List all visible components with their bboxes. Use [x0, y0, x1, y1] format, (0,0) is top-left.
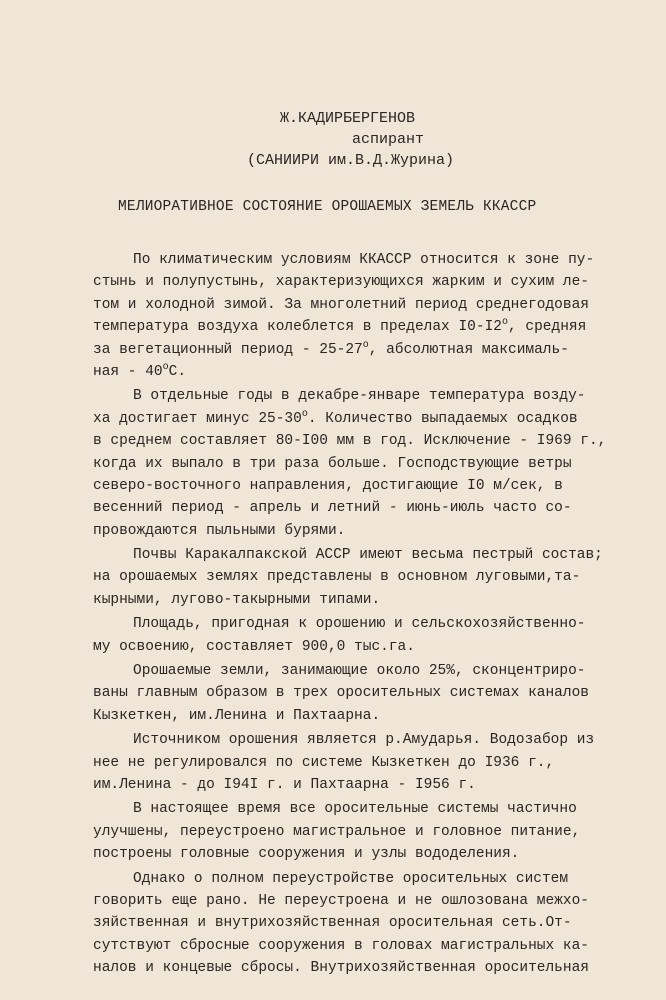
- text-line-main: когда их выпало в три раза больше. Господствующие ветры: [93, 455, 572, 472]
- text-line: [93, 361, 593, 383]
- text-line-main: Кызкеткен, им.Ленина и Пахтаарна.: [93, 707, 381, 724]
- text-line: [93, 475, 593, 497]
- degree-superscript: o: [162, 362, 169, 374]
- text-line-main: налов и концевые сбросы. Внутрихозяйственная оросительная: [93, 960, 589, 977]
- text-line-main: том и холодной зимой. За многолетний период среднегодовая: [93, 296, 589, 313]
- text-line: [93, 566, 593, 588]
- text-line-main: говорить еще рано. Не переустроена и не ошлозована межхо-: [93, 892, 589, 909]
- author-institution: (САНИИРИ им.В.Д.Журина): [247, 152, 455, 169]
- text-line: [93, 935, 593, 957]
- degree-superscript: o: [501, 317, 508, 329]
- text-line-main: Почвы Каракалпакской АССР имеют весьма пестрый состав;: [133, 547, 603, 564]
- text-line-main: провождаются пыльными бурями.: [93, 522, 346, 539]
- text-line: [93, 385, 593, 407]
- text-line: [93, 408, 593, 430]
- text-line: [93, 843, 593, 865]
- text-line: [93, 821, 593, 843]
- text-line-main: В отдельные годы в декабре-январе температура возду-: [133, 388, 586, 405]
- text-line-main: Однако о полном переустройстве оросительных систем: [133, 870, 569, 887]
- text-line-main: му освоению, составляет 900,0 тыс.га.: [93, 638, 415, 655]
- text-line-tail: С.: [168, 363, 187, 380]
- degree-superscript: o: [301, 408, 308, 420]
- text-line: [93, 339, 593, 361]
- text-line: [93, 752, 593, 774]
- degree-superscript: o: [362, 339, 369, 351]
- text-line: [93, 316, 593, 338]
- text-line-main: Орошаемые земли, занимающие около 25%, сконцентриро-: [133, 663, 586, 680]
- text-line-main: По климатическим условиям ККАССР относится к зоне пу-: [133, 252, 595, 268]
- body-text: [93, 247, 607, 980]
- text-line-main: кырными, лугово-такырными типами.: [93, 591, 381, 608]
- text-line: [93, 660, 593, 682]
- text-line: [93, 705, 593, 727]
- text-line: [93, 912, 593, 934]
- text-line-main: на орошаемых землях представлены в основном луговыми,та-: [93, 569, 581, 586]
- text-line: [93, 497, 593, 519]
- author-position: аспирант: [352, 131, 425, 148]
- text-line: [93, 890, 593, 912]
- text-line: [93, 798, 593, 820]
- text-line: [93, 544, 603, 566]
- text-line-main: улучшены, переустроено магистральное и головное питание,: [93, 823, 581, 840]
- text-line-tail: , средняя: [507, 319, 587, 336]
- text-line-main: сутствуют сбросные сооружения в головах магистральных ка-: [93, 937, 589, 954]
- text-line: [93, 520, 593, 542]
- text-line-main: Источником орошения является р.Амударья. Водозабор из: [133, 732, 595, 749]
- text-line: [93, 868, 593, 890]
- document-title: МЕЛИОРАТИВНОЕ СОСТОЯНИЕ ОРОШАЕМЫХ ЗЕМЕЛЬ ККАССР: [118, 199, 537, 215]
- text-line-main: им.Ленина - до I94I г. и Пахтаарна - I956 г.: [93, 776, 476, 793]
- text-line-main: ха достигает минус 25-30: [93, 410, 302, 427]
- text-line: [93, 682, 593, 704]
- text-line: [93, 613, 593, 635]
- text-line-main: В настоящее время все оросительные системы частично: [133, 801, 577, 818]
- text-line-main: весенний период - апрель и летний - июнь-июль часто со-: [93, 500, 572, 517]
- text-line: [93, 294, 593, 316]
- text-line: [93, 957, 593, 979]
- text-line: [93, 430, 607, 452]
- text-line-tail: . Количество выпадаемых осадков: [307, 410, 578, 427]
- text-line: [93, 249, 593, 271]
- text-line-main: нее не регулировался по системе Кызкеткен до I936 г.,: [93, 754, 555, 771]
- text-line-main: зяйственная и внутрихозяйственная оросительная сеть.От-: [93, 915, 572, 932]
- text-line: [93, 636, 593, 658]
- text-line-tail: , абсолютная максималь-: [368, 341, 569, 358]
- text-line-main: за вегетационный период - 25-27: [93, 341, 363, 358]
- text-line-main: в среднем составляет 80-I00 мм в год. Исключение - I969 г.,: [93, 433, 607, 450]
- text-line-main: ная - 40: [93, 363, 163, 380]
- text-line: [93, 729, 593, 751]
- text-line-main: ваны главным образом в трех оросительных системах каналов: [93, 685, 589, 702]
- text-line: [93, 589, 593, 611]
- text-line: [93, 774, 593, 796]
- text-line-main: северо-восточного направления, достигающие I0 м/сек, в: [93, 477, 563, 494]
- author-name: Ж.КАДИРБЕРГЕНОВ: [280, 110, 416, 127]
- text-line-main: стынь и полупустынь, характеризующихся жарким и сухим ле-: [93, 274, 589, 291]
- text-line: [93, 271, 593, 293]
- text-line-main: Площадь, пригодная к орошению и сельскохозяйственно-: [133, 616, 586, 633]
- text-line-main: температура воздуха колеблется в пределах I0-I2: [93, 319, 502, 336]
- text-line: [93, 453, 593, 475]
- text-line-main: построены головные сооружения и узлы вододеления.: [93, 846, 520, 863]
